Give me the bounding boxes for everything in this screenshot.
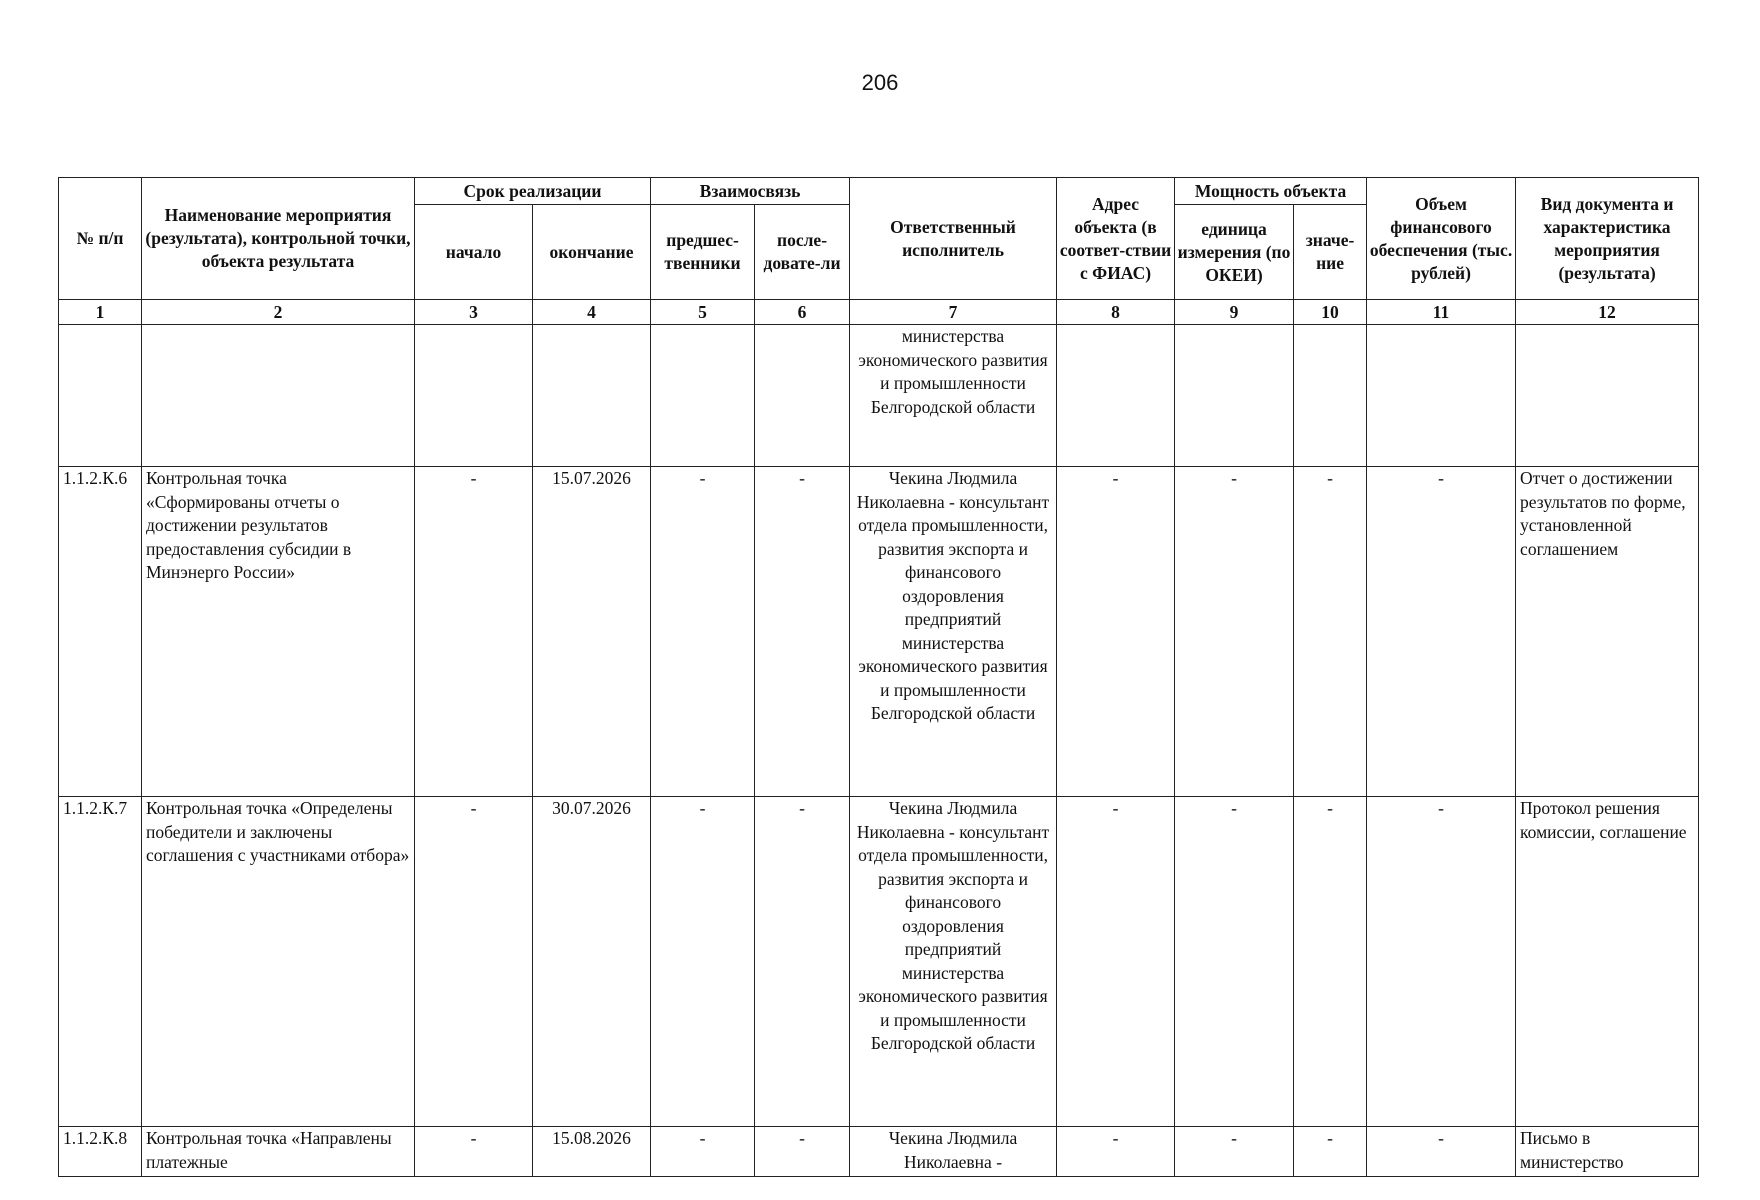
row-name: Контрольная точка «Направлены платежные (142, 1127, 415, 1177)
column-number: 9 (1175, 300, 1294, 325)
row-number: 1.1.2.К.7 (59, 797, 142, 1127)
row-name: Контрольная точка «Сформированы отчеты о достижении результатов предоставления субсидии в Минэнерго России» (142, 467, 415, 797)
column-numbers-row (59, 300, 1699, 325)
row-unit: - (1175, 797, 1294, 1127)
header-finance: Объем финансового обеспечения (тыс. рублей) (1367, 178, 1516, 300)
row-finance: - (1367, 467, 1516, 797)
page-number: 206 (861, 70, 899, 95)
row-unit: - (1175, 467, 1294, 797)
row-responsible: Чекина Людмила Николаевна - консультант отдела промышленности, развития экспорта и финансового оздоровления предприятий министерства экономического развития и промышленности Белгородской области (850, 467, 1057, 797)
row-next (755, 325, 850, 467)
header-link: Взаимосвязь (651, 178, 850, 205)
row-responsible: Чекина Людмила Николаевна - консультант отдела промышленности, развития экспорта и финансового оздоровления предприятий министерства экономического развития и промышленности Белгородской области (850, 797, 1057, 1127)
header-address: Адрес объекта (в соответ-ствии с ФИАС) (1057, 178, 1175, 300)
header-row-top (59, 178, 1699, 205)
column-number: 3 (415, 300, 533, 325)
column-number: 7 (850, 300, 1057, 325)
table-row (59, 1127, 1699, 1177)
table-row (59, 325, 1699, 467)
row-prev: - (651, 467, 755, 797)
row-responsible: Чекина Людмила Николаевна - (850, 1127, 1057, 1177)
row-end: 30.07.2026 (533, 797, 651, 1127)
row-next: - (755, 1127, 850, 1177)
row-doc (1516, 325, 1699, 467)
row-address: - (1057, 467, 1175, 797)
row-number (59, 325, 142, 467)
header-term-start: начало (415, 205, 533, 300)
row-unit: - (1175, 1127, 1294, 1177)
table-row (59, 467, 1699, 797)
row-name: Контрольная точка «Определены победители и заключены соглашения с участниками отбора» (142, 797, 415, 1127)
header-term-end: окончание (533, 205, 651, 300)
table-row (59, 797, 1699, 1127)
column-number: 1 (59, 300, 142, 325)
column-number: 10 (1294, 300, 1367, 325)
header-link-prev: предшес-твенники (651, 205, 755, 300)
header-power: Мощность объекта (1175, 178, 1367, 205)
row-finance (1367, 325, 1516, 467)
header-name: Наименование мероприятия (результата), контрольной точки, объекта результата (142, 178, 415, 300)
column-number: 12 (1516, 300, 1699, 325)
row-start: - (415, 1127, 533, 1177)
row-name (142, 325, 415, 467)
row-prev: - (651, 797, 755, 1127)
row-next: - (755, 467, 850, 797)
row-end (533, 325, 651, 467)
row-next: - (755, 797, 850, 1127)
column-number: 8 (1057, 300, 1175, 325)
row-prev (651, 325, 755, 467)
row-start (415, 325, 533, 467)
row-value (1294, 325, 1367, 467)
row-doc: Отчет о достижении результатов по форме, установленной соглашением (1516, 467, 1699, 797)
row-doc: Протокол решения комиссии, соглашение (1516, 797, 1699, 1127)
row-address: - (1057, 797, 1175, 1127)
row-number: 1.1.2.К.8 (59, 1127, 142, 1177)
row-start: - (415, 797, 533, 1127)
header-power-unit: единица измерения (по ОКЕИ) (1175, 205, 1294, 300)
row-responsible: министерства экономического развития и промышленности Белгородской области (850, 325, 1057, 467)
plan-table (58, 177, 1699, 1177)
header-no: № п/п (59, 178, 142, 300)
row-value: - (1294, 797, 1367, 1127)
row-end: 15.07.2026 (533, 467, 651, 797)
row-value: - (1294, 1127, 1367, 1177)
row-number: 1.1.2.К.6 (59, 467, 142, 797)
header-power-value: значе-ние (1294, 205, 1367, 300)
row-finance: - (1367, 797, 1516, 1127)
row-address (1057, 325, 1175, 467)
row-finance: - (1367, 1127, 1516, 1177)
column-number: 4 (533, 300, 651, 325)
header-responsible: Ответственный исполнитель (850, 178, 1057, 300)
row-unit (1175, 325, 1294, 467)
row-start: - (415, 467, 533, 797)
header-term: Срок реализации (415, 178, 651, 205)
column-number: 11 (1367, 300, 1516, 325)
row-doc: Письмо в министерство (1516, 1127, 1699, 1177)
row-value: - (1294, 467, 1367, 797)
row-prev: - (651, 1127, 755, 1177)
column-number: 2 (142, 300, 415, 325)
header-doc-type: Вид документа и характеристика мероприятия (результата) (1516, 178, 1699, 300)
column-number: 6 (755, 300, 850, 325)
row-address: - (1057, 1127, 1175, 1177)
header-link-next: после-довате-ли (755, 205, 850, 300)
row-end: 15.08.2026 (533, 1127, 651, 1177)
column-number: 5 (651, 300, 755, 325)
